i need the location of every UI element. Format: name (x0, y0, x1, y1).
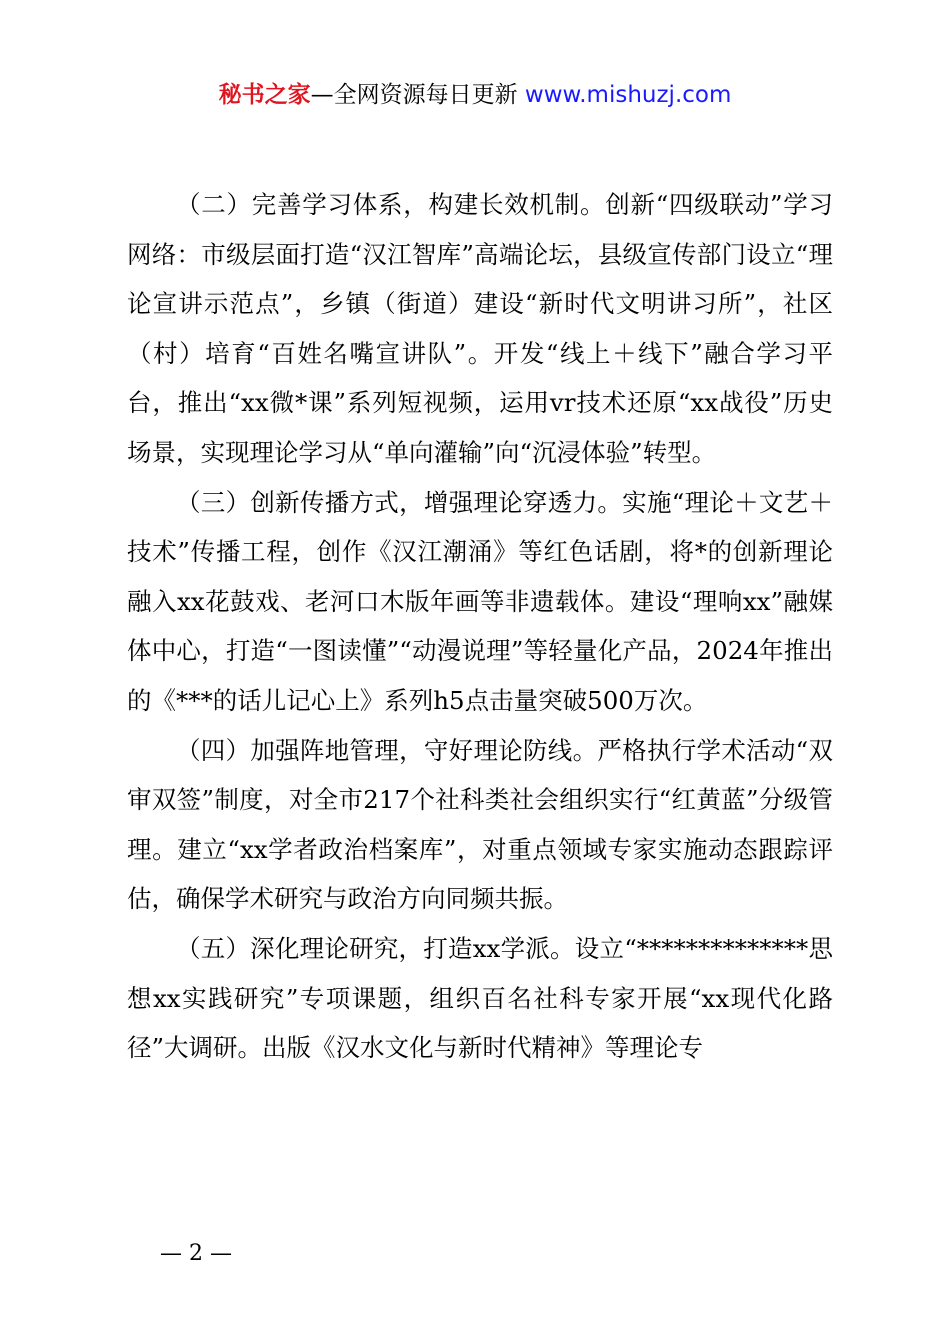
site-brand: 秘书之家 (218, 82, 311, 108)
site-header (0, 80, 950, 110)
site-url[interactable]: www.mishuzj.com (524, 82, 732, 108)
document-body (127, 180, 833, 1073)
page-number: — 2 — (160, 1241, 232, 1266)
paragraph-section-2: （二）完善学习体系，构建长效机制。创新“四级联动”学习网络：市级层面打造“汉江智库”高端论坛，县级宣传部门设立“理论宣讲示范点”，乡镇（街道）建设“新时代文明讲习所”，社区（村）培育“百姓名嘴宣讲队”。开发“线上＋线下”融合学习平台，推出“xx微*课”系列短视频，运用vr技术还原“xx战役”历史场景，实现理论学习从“单向灌输”向“沉浸体验”转型。 (127, 190, 833, 467)
site-slogan: —全网资源每日更新 (310, 82, 525, 108)
paragraph-section-5: （五）深化理论研究，打造xx学派。设立“**************思想xx实践研究”专项课题，组织百名社科专家开展“xx现代化路径”大调研。出版《汉水文化与新时代精神》等理论专 (127, 933, 833, 1063)
paragraph-section-4: （四）加强阵地管理，守好理论防线。严格执行学术活动“双审双签”制度，对全市217个社科类社会组织实行“红黄蓝”分级管理。建立“xx学者政治档案库”，对重点领域专家实施动态跟踪评估，确保学术研究与政治方向同频共振。 (127, 735, 833, 914)
paragraph-section-3: （三）创新传播方式，增强理论穿透力。实施“理论＋文艺＋技术”传播工程，创作《汉江潮涌》等红色话剧，将*的创新理论融入xx花鼓戏、老河口木版年画等非遗载体。建设“理响xx”融媒体中心，打造“一图读懂”“动漫说理”等轻量化产品，2024年推出的《***的话儿记心上》系列h5点击量突破500万次。 (127, 487, 833, 715)
